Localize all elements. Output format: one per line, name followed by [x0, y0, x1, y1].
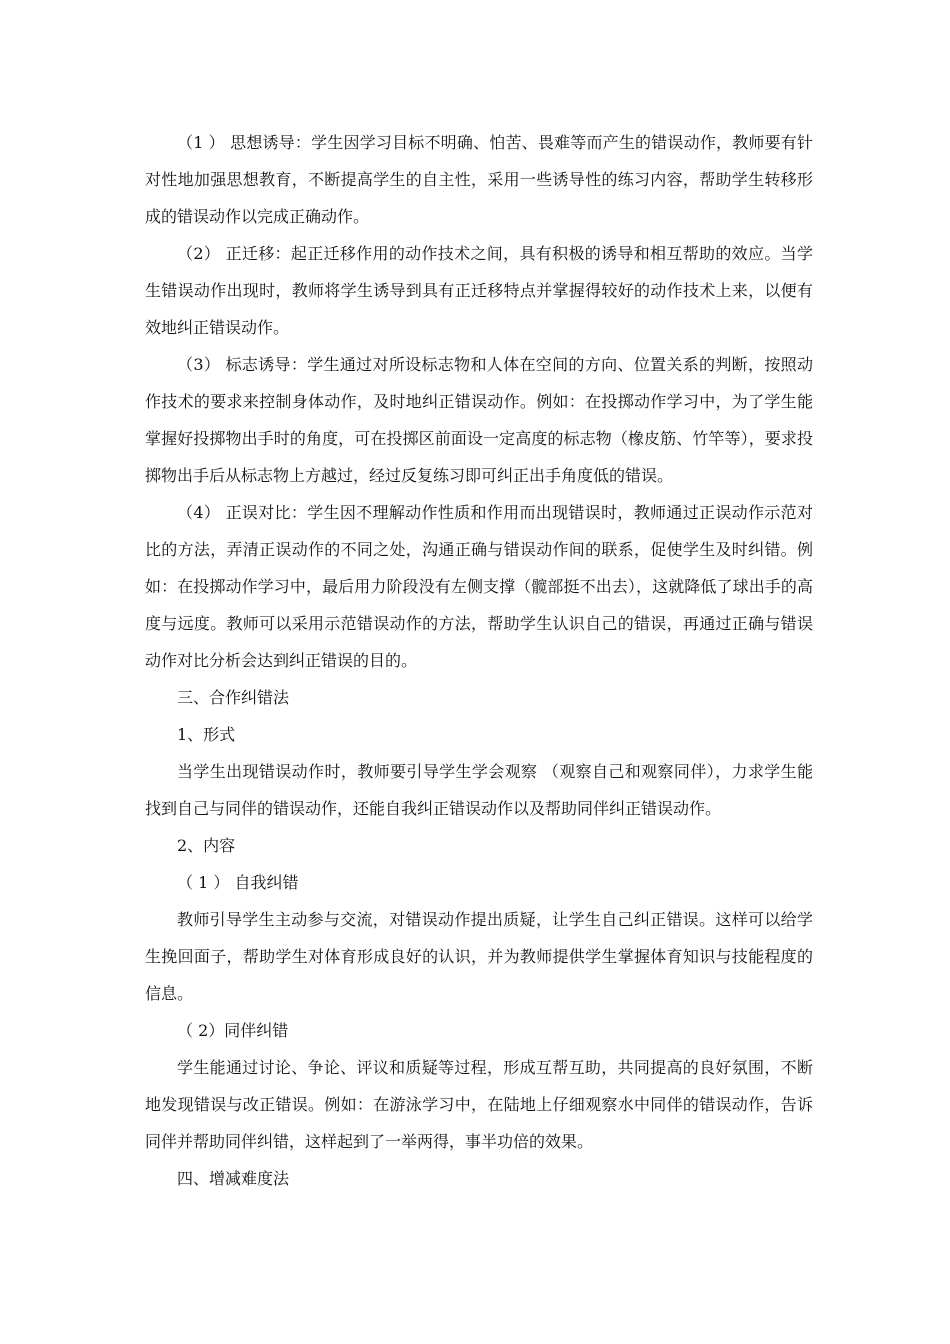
section-heading-difficulty: 四、增减难度法 [177, 1169, 290, 1188]
item-heading-self-correction: （ 1 ） 自我纠错 [177, 873, 299, 892]
paragraph-right-wrong-contrast: （4） 正误对比：学生因不理解动作性质和作用而出现错误时，教师通过正误动作示范对比的方法，弄清正误动作的不同之处，沟通正确与错误动作间的联系，促使学生及时纠错。例如：在投掷动作学习中，最后用力阶段没有左侧支撑（髋部挺不出去），这就降低了球出手的高度与远度。教师可以采用示范错误动作的方法，帮助学生认识自己的错误，再通过正确与错误动作对比分析会达到纠正错误的目的。 [145, 503, 813, 670]
paragraph-marker-guidance: （3） 标志诱导：学生通过对所设标志物和人体在空间的方向、位置关系的判断，按照动作技术的要求来控制身体动作，及时地纠正错误动作。例如：在投掷动作学习中，为了学生能掌握好投掷物出手时的角度，可在投掷区前面设一定高度的标志物（橡皮筋、竹竿等），要求投掷物出手后从标志物上方越过，经过反复练习即可纠正出手角度低的错误。 [145, 355, 813, 485]
document-body [145, 124, 813, 1197]
paragraph-peer-correction: 学生能通过讨论、争论、评议和质疑等过程，形成互帮互助，共同提高的良好氛围，不断地发现错误与改正错误。例如：在游泳学习中，在陆地上仔细观察水中同伴的错误动作，告诉同伴并帮助同伴纠错，这样起到了一举两得，事半功倍的效果。 [145, 1058, 813, 1151]
item-heading-peer-correction: （ 2）同伴纠错 [177, 1021, 289, 1040]
section-heading-cooperative: 三、合作纠错法 [177, 688, 290, 707]
paragraph-positive-transfer: （2） 正迁移：起正迁移作用的动作技术之间，具有积极的诱导和相互帮助的效应。当学生错误动作出现时，教师将学生诱导到具有正迁移特点并掌握得较好的动作技术上来，以便有效地纠正错误动作。 [145, 244, 813, 337]
paragraph-self-correction: 教师引导学生主动参与交流，对错误动作提出质疑，让学生自己纠正错误。这样可以给学生挽回面子，帮助学生对体育形成良好的认识，并为教师提供学生掌握体育知识与技能程度的信息。 [145, 910, 813, 1003]
paragraph-guidance-ideology: （1 ） 思想诱导：学生因学习目标不明确、怕苦、畏难等而产生的错误动作，教师要有针对性地加强思想教育，不断提高学生的自主性，采用一些诱导性的练习内容，帮助学生转移形成的错误动作以完成正确动作。 [145, 133, 813, 226]
subheading-content: 2、内容 [177, 836, 236, 855]
paragraph-form-body: 当学生出现错误动作时，教师要引导学生学会观察 （观察自己和观察同伴），力求学生能找到自己与同伴的错误动作，还能自我纠正错误动作以及帮助同伴纠正错误动作。 [145, 762, 813, 818]
subheading-form: 1、形式 [177, 725, 236, 744]
